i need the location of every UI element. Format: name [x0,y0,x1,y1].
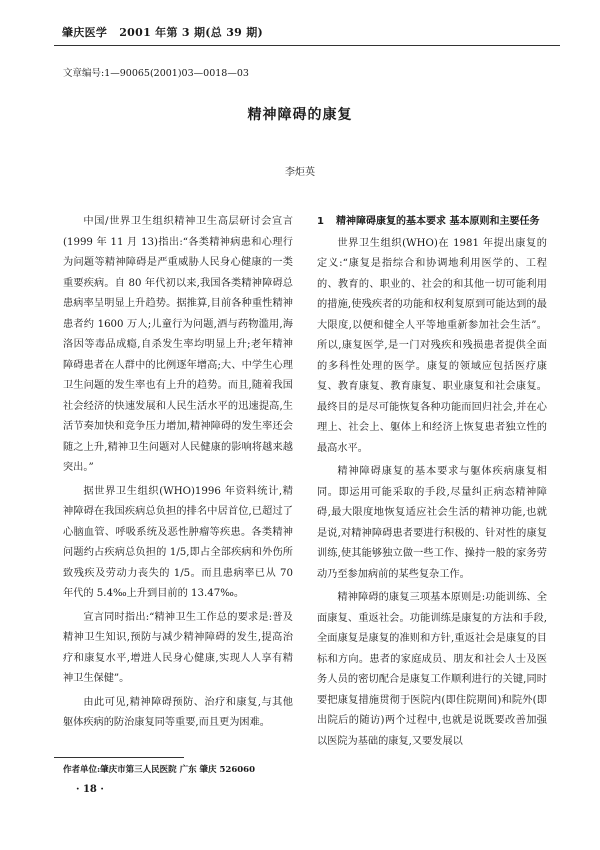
section-number: 1 [317,216,324,227]
journal-issue: 2001 年第 3 期(总 39 期) [119,26,264,39]
article-title: 精神障碍的康复 [247,107,353,123]
header-rule [54,45,560,46]
footnote-rule [54,757,184,758]
page-number: · 18 · [76,784,104,795]
journal-name: 肇庆医学 [62,26,108,39]
left-paragraph: 由此可见,精神障碍预防、治疗和康复,与其他躯体疾病的防治康复同等重要,而且更为困难。 [63,696,293,728]
article-author: 李炬英 [285,167,315,178]
section-title: 精神障碍康复的基本要求 基本原则和主要任务 [335,216,540,227]
journal-header [62,24,263,40]
author-affiliation-footnote: 作者单位:肇庆市第三人民医院 广东 肇庆 526060 [63,765,256,775]
left-paragraph: 宣言同时指出:“精神卫生工作总的要求是:普及精神卫生知识,预防与减少精神障碍的发生,提高治疗和康复水平,增进人民身心健康,实现人人享有精神卫生保健”。 [63,611,293,684]
left-column [63,212,293,737]
right-paragraph: 世界卫生组织(WHO)在 1981 年提出康复的定义:“康复是指综合和协调地利用医学的、工程的、教育的、职业的、社会的和其他一切可能利用的措施,使残疾者的功能和权利复原到可能达到的最大限度,以便和健全人平等地重新参加社会生活”。所以,康复医学,是一门对残疾和残损患者提供全面的多科性处理的医学。康复的领域应包括医疗康复、教育康复、教育康复、职业康复和社会康复。最终目的是尽可能恢复各种功能而回归社会,并在心理上、社会上、躯体上和经济上恢复患者独立性的最高水平。 [317,237,547,454]
right-column [317,212,547,755]
right-paragraph: 精神障碍康复的基本要求与躯体疾病康复相同。即运用可能采取的手段,尽量纠正病态精神障碍,最大限度地恢复适应社会生活的精神功能,也就是说,对精神障碍患者要进行积极的、针对性的康复训练,使其能够独立做一些工作、操持一般的家务劳动乃至参加病前的某些复杂工作。 [317,466,547,580]
right-paragraph: 精神障碍的康复三项基本原则是:功能训练、全面康复、重返社会。功能训练是康复的方法和手段,全面康复是康复的准则和方针,重返社会是康复的目标和方向。患者的家庭成员、朋友和社会人士及医务人员的密切配合是康复工作顺利进行的关键,同时要把康复措施贯彻于医院内(即住院期间)和院外(即出院后的随访)两个过程中,也就是说既要改善加强以医院为基础的康复,又要发展以 [317,592,547,747]
section-heading [317,212,547,233]
article-number: 文章编号:1—90065(2001)03—0018—03 [63,68,249,79]
left-paragraph: 中国/世界卫生组织精神卫生高层研讨会宣言(1999 年 11 月 13)指出:“各类精神病患和心理行为问题等精神障碍是严重威胁人民身心健康的一类重要疾病。自 80 年代初以来,我国各类精神障碍总患病率呈明显上升趋势。据推算,目前各种重性精神患者约 1600 万人;儿童行为问题,酒与药物滥用,海洛因等毒品成瘾,自杀发生率均明显上升;老年精神障碍患者在人群中的比例逐年增高;大、中学生心理卫生问题的发生率也有上升的趋势。而且,随着我国社会经济的快速发展和人民生活水平的迅速提高,生活节奏加快和竞争压力增加,精神障碍的发生率还会随之上升,精神卫生问题对人民健康的影响将越来越突出。” [63,216,293,473]
left-paragraph: 据世界卫生组织(WHO)1996 年资料统计,精神障碍在我国疾病总负担的排名中居首位,已超过了心脑血管、呼吸系统及恶性肿瘤等疾患。各类精神问题约占疾病总负担的 1/5,即占全部疾病和外伤所致残疾及劳动力丧失的 1/5。而且患病率已从 70 年代的 5.4‰上升到目前的 13.47‰。 [63,485,293,599]
